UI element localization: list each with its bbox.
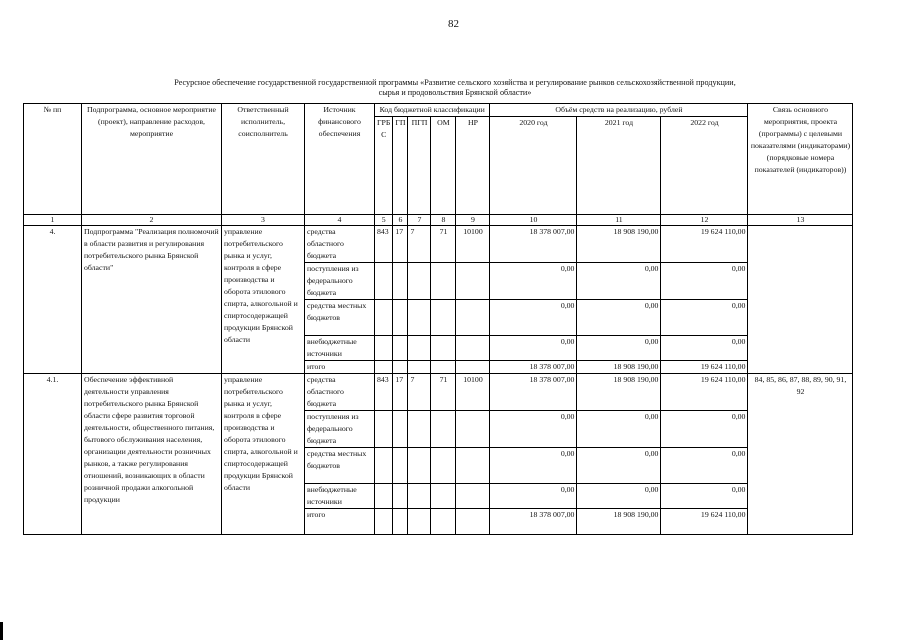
np-cell: [456, 361, 490, 374]
value-2020: 0,00: [490, 411, 577, 448]
pgp-cell: [408, 336, 431, 361]
value-2022: 0,00: [661, 336, 748, 361]
value-2020: 18 378 007,00: [490, 509, 577, 535]
gp-cell: [393, 448, 408, 484]
grbs-cell: [375, 336, 393, 361]
value-2021: 0,00: [577, 263, 661, 300]
value-2022: 0,00: [661, 263, 748, 300]
gp-cell: 17: [393, 374, 408, 411]
value-2021: 18 908 190,00: [577, 361, 661, 374]
value-2020: 18 378 007,00: [490, 226, 577, 263]
np-cell: [456, 336, 490, 361]
gp-cell: [393, 361, 408, 374]
header-2020: 2020 год: [490, 117, 577, 215]
np-cell: 10100: [456, 374, 490, 411]
column-number: 4: [305, 215, 375, 226]
column-number: 12: [661, 215, 748, 226]
np-cell: [456, 263, 490, 300]
title-line-2: сырья и продовольствия Брянской области»: [378, 88, 532, 97]
row-number: 4.: [24, 226, 82, 374]
np-cell: 10100: [456, 226, 490, 263]
source-cell: средства местных бюджетов: [305, 448, 375, 484]
header-pgp: ПГП: [408, 117, 431, 215]
gp-cell: [393, 336, 408, 361]
grbs-cell: [375, 484, 393, 509]
om-cell: [431, 448, 456, 484]
header-executor: Ответственный исполнитель, соисполнитель: [222, 104, 305, 215]
value-2020: 0,00: [490, 448, 577, 484]
value-2020: 0,00: [490, 300, 577, 336]
value-2022: 0,00: [661, 300, 748, 336]
np-cell: [456, 448, 490, 484]
np-cell: [456, 300, 490, 336]
grbs-cell: [375, 263, 393, 300]
resource-table: [23, 103, 853, 535]
column-number: 2: [82, 215, 222, 226]
source-cell: средства местных бюджетов: [305, 300, 375, 336]
source-cell: внебюджетные источники: [305, 484, 375, 509]
pgp-cell: 7: [408, 374, 431, 411]
header-num: № пп: [24, 104, 82, 215]
value-2021: 0,00: [577, 411, 661, 448]
value-2020: 18 378 007,00: [490, 361, 577, 374]
source-cell: поступления из федерального бюджета: [305, 411, 375, 448]
document-title: [60, 78, 850, 98]
pgp-cell: [408, 361, 431, 374]
header-volume: Объём средств на реализацию, рублей: [490, 104, 748, 117]
header-om: ОМ: [431, 117, 456, 215]
row-number: 4.1.: [24, 374, 82, 535]
gp-cell: [393, 484, 408, 509]
value-2022: 19 624 110,00: [661, 509, 748, 535]
grbs-cell: [375, 300, 393, 336]
pgp-cell: [408, 300, 431, 336]
row-executor: управление потребительского рынка и услуг, контроля в сфере производства и оборота этилового спирта, алкогольной и спиртосодержащей продукции Брянской области: [222, 374, 305, 535]
source-cell: итого: [305, 509, 375, 535]
column-number: 13: [748, 215, 853, 226]
np-cell: [456, 411, 490, 448]
gp-cell: [393, 263, 408, 300]
np-cell: [456, 509, 490, 535]
table-row: [24, 226, 853, 263]
column-number: 6: [393, 215, 408, 226]
header-link: Связь основного мероприятия, проекта (программы) с целевыми показателями (индикаторами) (порядковые номера показателей (индикаторов)): [748, 104, 853, 215]
column-number: 10: [490, 215, 577, 226]
pgp-cell: [408, 509, 431, 535]
title-line-1: Ресурсное обеспечение государственной государственной программы «Развитие сельского хозяйства и регулирование рынков сельскохозяйственной продукции,: [174, 78, 736, 87]
column-number: 7: [408, 215, 431, 226]
om-cell: [431, 263, 456, 300]
header-2022: 2022 год: [661, 117, 748, 215]
gp-cell: [393, 300, 408, 336]
om-cell: [431, 361, 456, 374]
source-cell: поступления из федерального бюджета: [305, 263, 375, 300]
value-2022: 0,00: [661, 411, 748, 448]
header-source: Источник финансового обеспечения: [305, 104, 375, 215]
value-2021: 18 908 190,00: [577, 374, 661, 411]
om-cell: [431, 411, 456, 448]
column-number: 1: [24, 215, 82, 226]
column-number: 11: [577, 215, 661, 226]
om-cell: 71: [431, 226, 456, 263]
om-cell: [431, 300, 456, 336]
header-2021: 2021 год: [577, 117, 661, 215]
page-number: 82: [448, 18, 459, 30]
value-2020: 0,00: [490, 336, 577, 361]
source-cell: внебюджетные источники: [305, 336, 375, 361]
scan-edge-mark: [0, 622, 3, 640]
header-budget-code: Код бюджетной классификации: [375, 104, 490, 117]
gp-cell: [393, 411, 408, 448]
gp-cell: 17: [393, 226, 408, 263]
value-2021: 0,00: [577, 336, 661, 361]
pgp-cell: 7: [408, 226, 431, 263]
value-2020: 0,00: [490, 263, 577, 300]
row-executor: управление потребительского рынка и услуг, контроля в сфере производства и оборота этилового спирта, алкогольной и спиртосодержащей продукции Брянской области: [222, 226, 305, 374]
value-2021: 0,00: [577, 484, 661, 509]
row-link: 84, 85, 86, 87, 88, 89, 90, 91, 92: [748, 374, 853, 535]
source-cell: средства областного бюджета: [305, 226, 375, 263]
header-grbs: ГРБ С: [375, 117, 393, 215]
column-number: 3: [222, 215, 305, 226]
grbs-cell: 843: [375, 374, 393, 411]
grbs-cell: [375, 448, 393, 484]
column-number: 8: [431, 215, 456, 226]
row-name: Обеспечение эффективной деятельности управления потребительского рынка Брянской области сфере развития торговой деятельности, общественного питания, бытового обслуживания населения, организации деятельности розничных рынков, а также регулирования отношений, возникающих в области розничной продажи алкогольной продукции: [82, 374, 222, 535]
pgp-cell: [408, 448, 431, 484]
value-2021: 18 908 190,00: [577, 509, 661, 535]
pgp-cell: [408, 411, 431, 448]
column-number-row: [24, 215, 853, 226]
om-cell: [431, 484, 456, 509]
grbs-cell: 843: [375, 226, 393, 263]
value-2020: 0,00: [490, 484, 577, 509]
row-link: [748, 226, 853, 374]
om-cell: 71: [431, 374, 456, 411]
header-subprogram: Подпрограмма, основное мероприятие (проект), направление расходов, мероприятие: [82, 104, 222, 215]
np-cell: [456, 484, 490, 509]
source-cell: итого: [305, 361, 375, 374]
value-2022: 19 624 110,00: [661, 361, 748, 374]
pgp-cell: [408, 484, 431, 509]
value-2022: 0,00: [661, 484, 748, 509]
grbs-cell: [375, 509, 393, 535]
value-2021: 0,00: [577, 300, 661, 336]
column-number: 9: [456, 215, 490, 226]
gp-cell: [393, 509, 408, 535]
pgp-cell: [408, 263, 431, 300]
header-np: НР: [456, 117, 490, 215]
grbs-cell: [375, 411, 393, 448]
header-gp: ГП: [393, 117, 408, 215]
row-name: Подпрограмма "Реализация полномочий в области развития и регулирования потребительского рынка Брянской области": [82, 226, 222, 374]
grbs-cell: [375, 361, 393, 374]
source-cell: средства областного бюджета: [305, 374, 375, 411]
value-2022: 0,00: [661, 448, 748, 484]
column-number: 5: [375, 215, 393, 226]
om-cell: [431, 509, 456, 535]
table-row: [24, 374, 853, 411]
value-2021: 0,00: [577, 448, 661, 484]
value-2020: 18 378 007,00: [490, 374, 577, 411]
om-cell: [431, 336, 456, 361]
value-2022: 19 624 110,00: [661, 226, 748, 263]
value-2022: 19 624 110,00: [661, 374, 748, 411]
value-2021: 18 908 190,00: [577, 226, 661, 263]
